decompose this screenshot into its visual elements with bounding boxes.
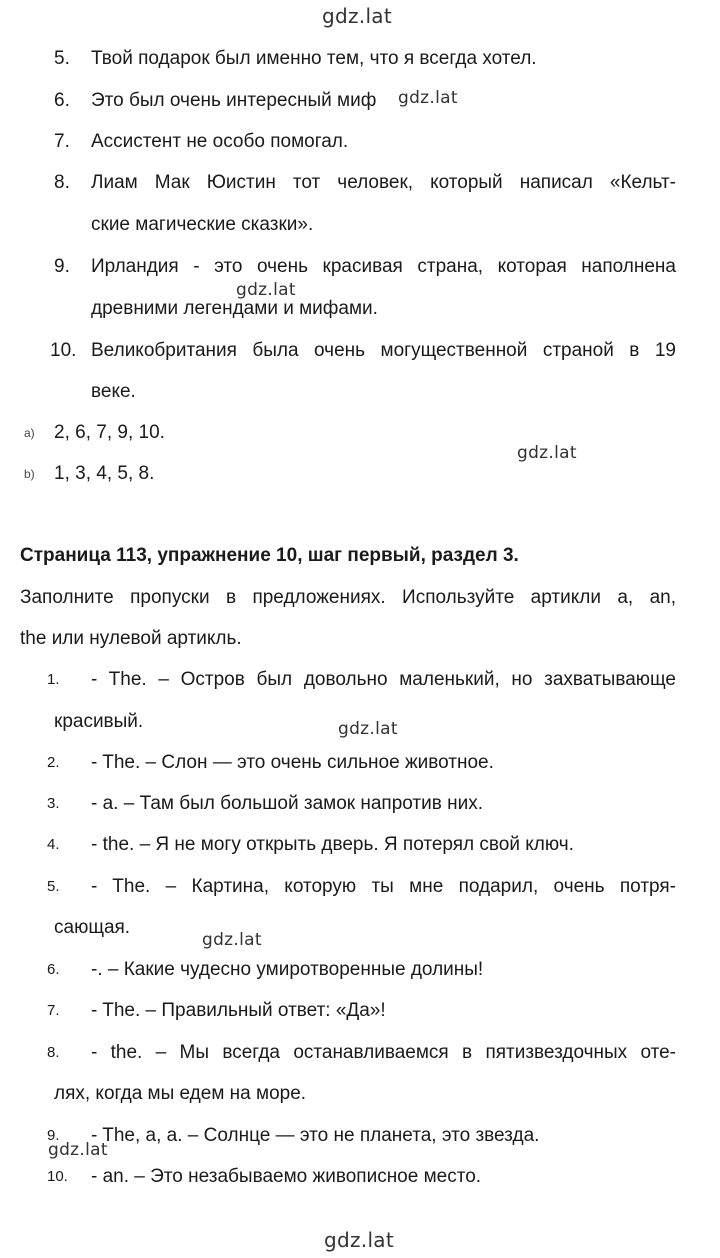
list-item: Ирландия - это очень красивая страна, которая наполнена (91, 256, 676, 277)
list-item-continuation: древними легендами и мифами. (91, 298, 378, 319)
list-item: - the. – Мы всегда останавливаемся в пятизвездочных оте- (91, 1042, 676, 1063)
item-number: 6. (47, 961, 60, 978)
instruction-text: Заполните пропуски в предложениях. Используйте артикли a, an, (20, 587, 676, 608)
item-number: 10. (50, 340, 77, 361)
list-item: Ассистент не особо помогал. (91, 131, 349, 152)
list-item: - The. – Картина, которую ты мне подарил, очень потря- (91, 876, 676, 897)
list-item: -. – Какие чудесно умиротворенные долины! (91, 959, 484, 980)
answer-a: 2, 6, 7, 9, 10. (54, 422, 165, 443)
watermark: gdz.lat (202, 930, 262, 950)
list-item: Это был очень интересный миф (91, 90, 377, 111)
item-number: 7. (54, 131, 70, 152)
item-number: 8. (54, 172, 70, 193)
item-number: 6. (54, 90, 70, 111)
item-number: 4. (47, 836, 60, 853)
item-number: 8. (47, 1044, 60, 1061)
list-item: - an. – Это незабываемо живописное место. (91, 1166, 482, 1187)
item-number: 1. (47, 671, 60, 688)
item-number: 3. (47, 795, 60, 812)
list-item: Лиам Мак Юистин тот человек, который написал «Кельт- (91, 172, 676, 193)
watermark: gdz.lat (398, 88, 458, 108)
item-number: 2. (47, 754, 60, 771)
list-item: - the. – Я не могу открыть дверь. Я потерял свой ключ. (91, 834, 574, 855)
item-number: 7. (47, 1002, 60, 1019)
watermark: gdz.lat (517, 443, 577, 463)
list-item-continuation: сающая. (54, 917, 131, 938)
answer-marker: a) (24, 426, 35, 440)
watermark: gdz.lat (338, 719, 398, 739)
watermark: gdz.lat (48, 1140, 108, 1160)
list-item: Твой подарок был именно тем, что я всегда хотел. (91, 48, 537, 69)
watermark-bottom: gdz.lat (324, 1228, 395, 1252)
list-item: - a. – Там был большой замок напротив них. (91, 793, 483, 814)
instruction-text: the или нулевой артикль. (20, 628, 242, 649)
list-item: - The. – Остров был довольно маленький, но захватывающе (91, 669, 676, 690)
list-item-continuation: ские магические сказки». (91, 214, 314, 235)
item-number: 9. (54, 256, 70, 277)
list-item-continuation: веке. (91, 381, 136, 402)
list-item: - The, a, a. – Солнце — это не планета, это звезда. (91, 1125, 540, 1146)
list-item-continuation: лях, когда мы едем на море. (54, 1083, 307, 1104)
item-number: 5. (54, 48, 70, 69)
section-heading: Страница 113, упражнение 10, шаг первый, раздел 3. (20, 545, 519, 566)
list-item: Великобритания была очень могущественной страной в 19 (91, 340, 676, 361)
item-number: 10. (47, 1168, 68, 1185)
answer-b: 1, 3, 4, 5, 8. (54, 463, 155, 484)
watermark: gdz.lat (236, 280, 296, 300)
watermark-top: gdz.lat (322, 4, 393, 28)
list-item: - The. – Слон — это очень сильное животное. (91, 752, 494, 773)
list-item-continuation: красивый. (54, 711, 144, 732)
item-number: 5. (47, 878, 60, 895)
item-number: 9. (47, 1127, 60, 1144)
list-item: - The. – Правильный ответ: «Да»! (91, 1000, 386, 1021)
answer-marker: b) (24, 467, 35, 481)
